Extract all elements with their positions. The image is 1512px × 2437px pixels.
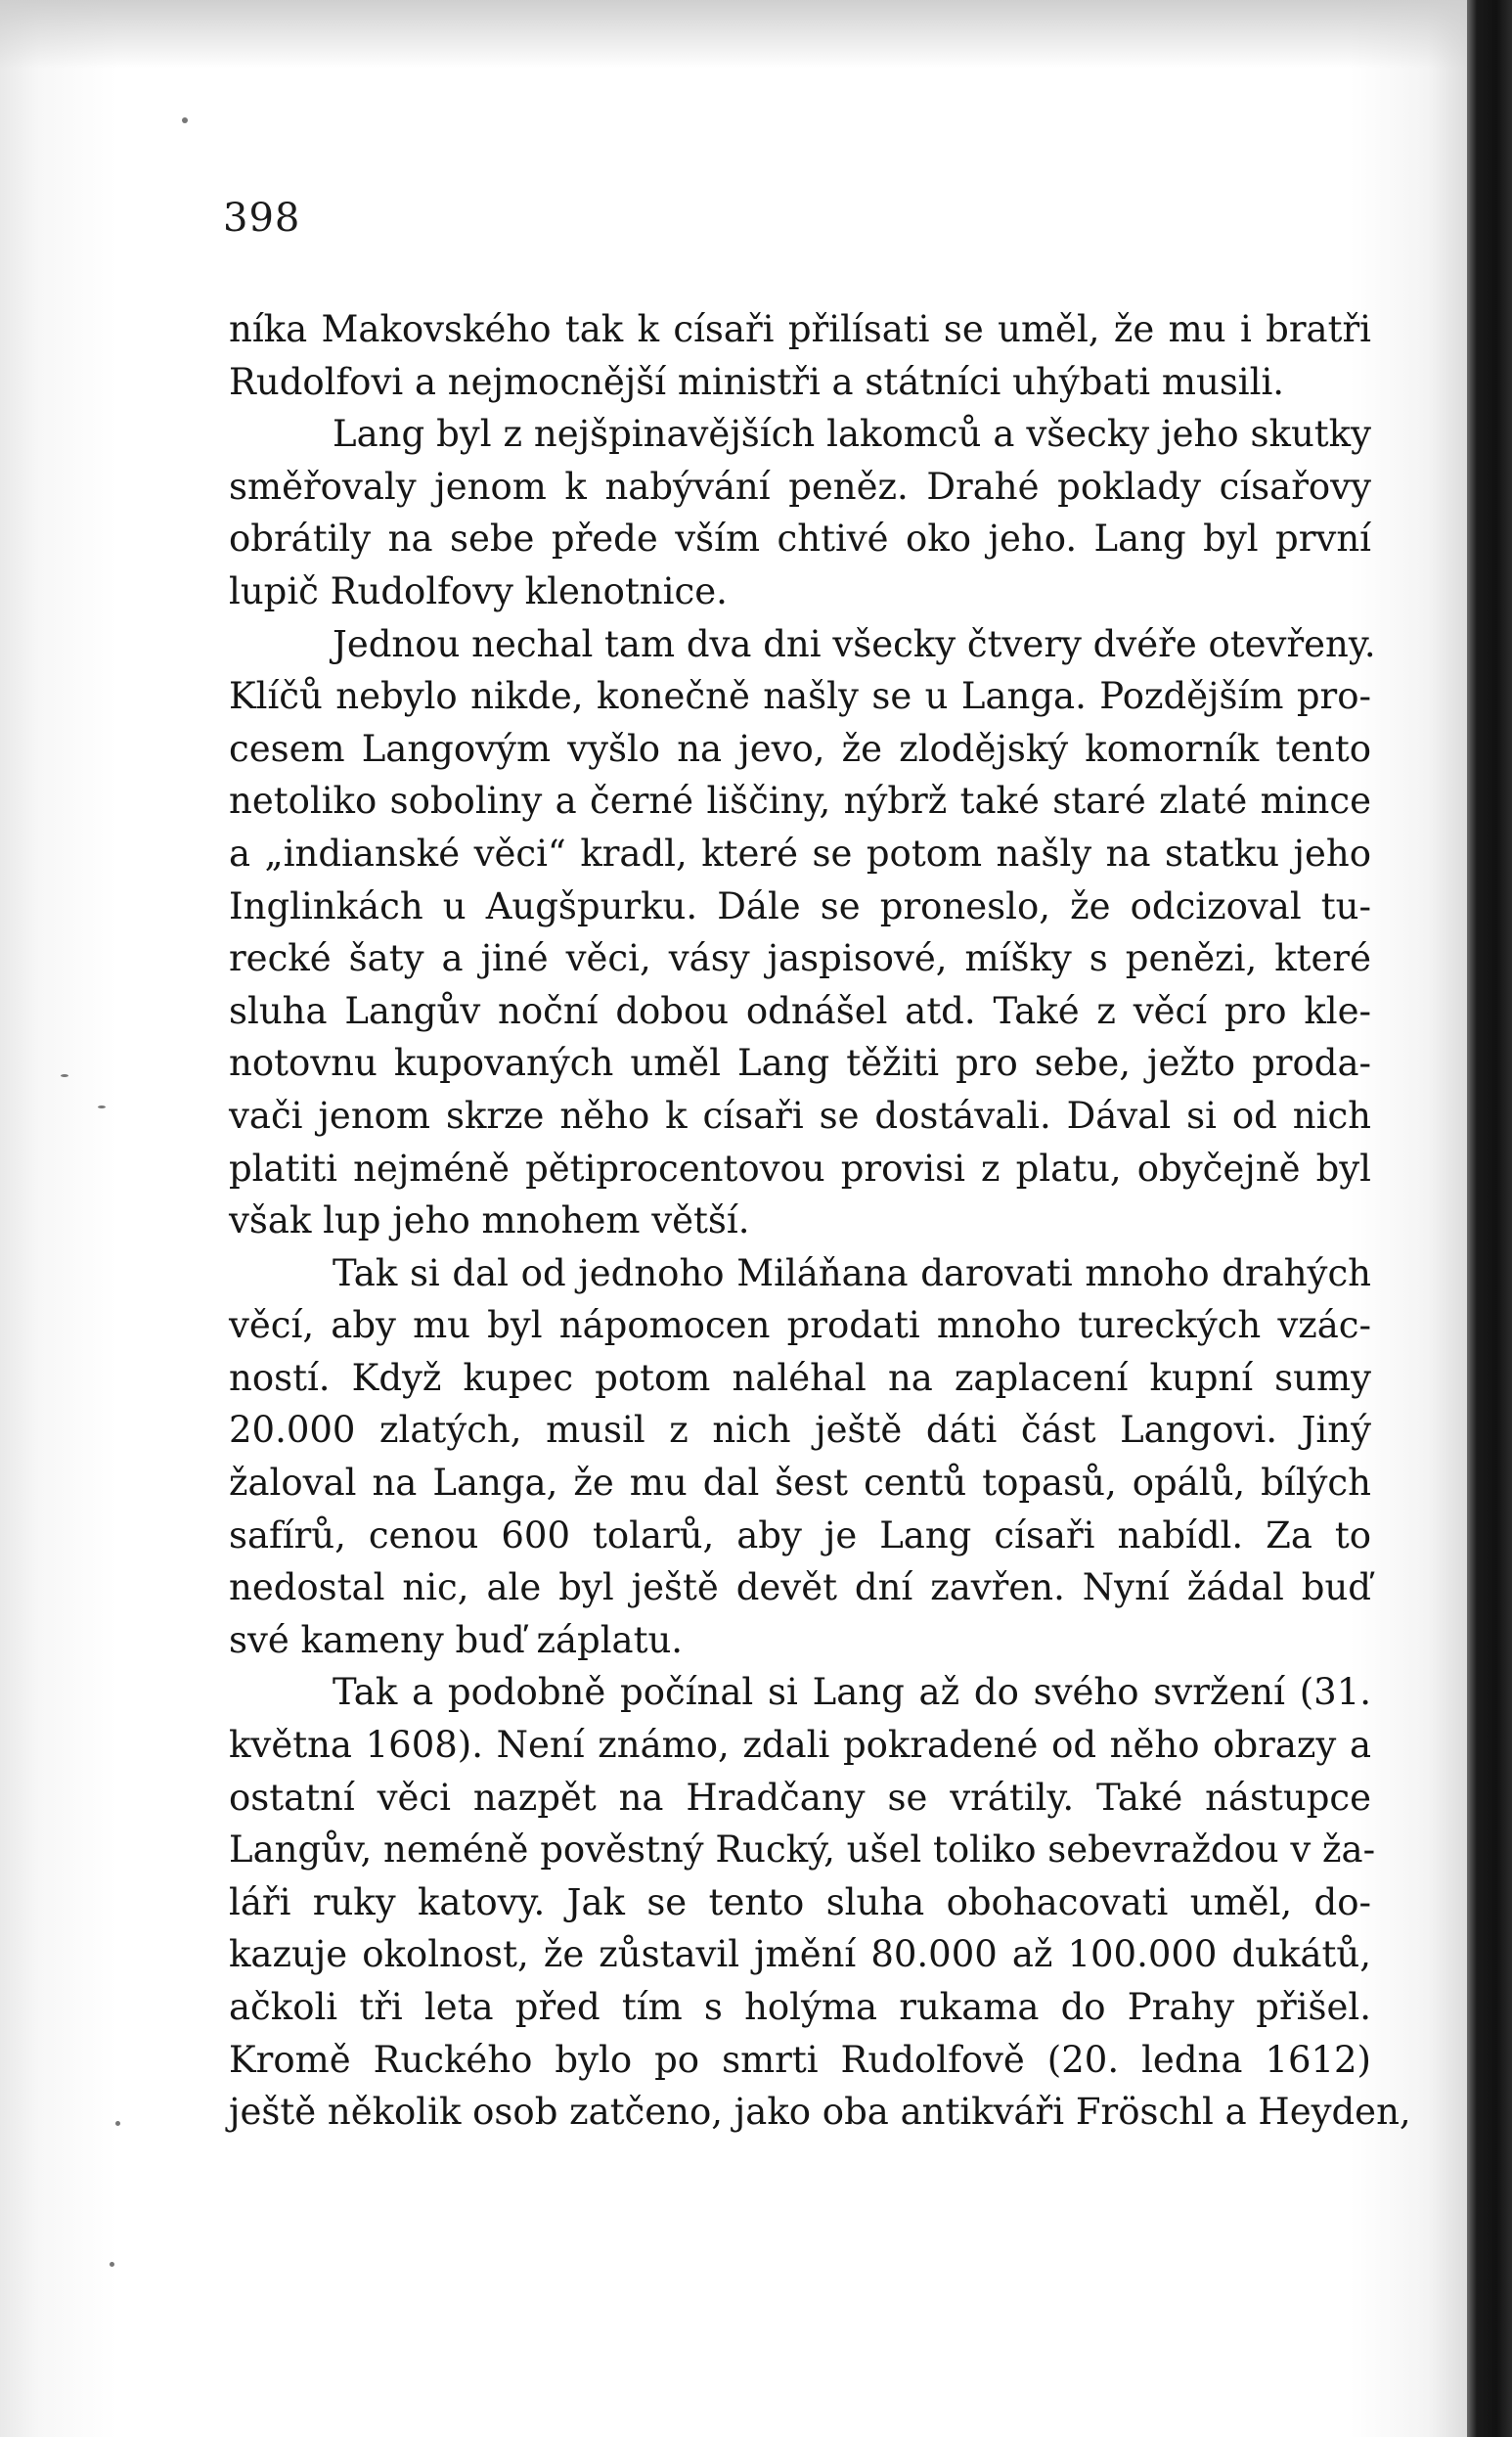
paper-speck	[182, 117, 188, 123]
text-line: níka Makovského tak k císaři přilísati se uměl, že mu i bratři	[229, 308, 1371, 350]
text-line: směřovaly jenom k nabývání peněz. Drahé poklady císařovy	[229, 465, 1371, 508]
text-line: ností. Když kupec potom naléhal na zaplacení kupní sumy	[229, 1356, 1371, 1399]
text-line: netoliko soboliny a černé liščiny, nýbrž také staré zlaté mince	[229, 780, 1371, 823]
text-line: května 1608). Není známo, zdali pokradené od něho obrazy a	[229, 1724, 1371, 1767]
text-line: Kromě Ruckého bylo po smrti Rudolfově (20. ledna 1612)	[229, 2038, 1371, 2081]
paper-speck	[115, 2121, 120, 2126]
text-line: recké šaty a jiné věci, vásy jaspisové, míšky s penězi, které	[229, 937, 1371, 980]
text-line: Inglinkách u Augšpurku. Dále se proneslo, že odcizoval tu-	[229, 884, 1371, 927]
text-line: ačkoli tři leta před tím s holýma rukama do Prahy přišel.	[229, 1986, 1371, 2028]
text-line: však lup jeho mnohem větší.	[229, 1199, 750, 1242]
text-line: věcí, aby mu byl nápomocen prodati mnoho tureckých vzác-	[229, 1304, 1371, 1347]
page-number: 398	[223, 196, 301, 241]
paper-speck	[61, 1074, 68, 1077]
text-line: ostatní věci nazpět na Hradčany se vrátily. Také nástupce	[229, 1776, 1371, 1819]
text-line: safírů, cenou 600 tolarů, aby je Lang císaři nabídl. Za to	[229, 1513, 1371, 1557]
paper-speck	[98, 1106, 106, 1108]
text-line: žaloval na Langa, že mu dal šest centů topasů, opálů, bílých	[229, 1462, 1371, 1505]
text-line: nedostal nic, ale byl ještě devět dní zavřen. Nyní žádal buď	[229, 1566, 1371, 1609]
text-line: láři ruky katovy. Jak se tento sluha obohacovati uměl, do-	[229, 1880, 1371, 1923]
text-line: Tak a podobně počínal si Lang až do svého svržení (31.	[333, 1671, 1371, 1714]
text-line: Klíčů nebylo nikde, konečně našly se u Langa. Pozdějším pro-	[229, 675, 1371, 718]
text-line: notovnu kupovaných uměl Lang těžiti pro sebe, ježto proda-	[229, 1042, 1371, 1085]
text-line: obrátily na sebe přede vším chtivé oko jeho. Lang byl první	[229, 518, 1371, 561]
text-line: a „indianské věci“ kradl, které se potom našly na statku jeho	[229, 832, 1371, 875]
text-line: Jednou nechal tam dva dni všecky čtvery dvéře otevřeny.	[333, 622, 1376, 665]
text-line: Tak si dal od jednoho Miláňana darovati mnoho drahých	[333, 1251, 1371, 1294]
text-line: cesem Langovým vyšlo na jevo, že zlodějský komorník tento	[229, 727, 1371, 770]
text-line: své kameny buď záplatu.	[229, 1618, 684, 1661]
text-line: vači jenom skrze něho k císaři se dostávali. Dával si od nich	[229, 1094, 1371, 1137]
text-line: lupič Rudolfovy klenotnice.	[229, 569, 728, 612]
body-text	[229, 303, 1411, 2139]
text-line: Rudolfovi a nejmocnější ministři a státníci uhýbati musili.	[229, 360, 1285, 403]
scan-edge-border	[1467, 0, 1512, 2437]
text-line: 20.000 zlatých, musil z nich ještě dáti část Langovi. Jiný	[229, 1409, 1371, 1452]
text-line: platiti nejméně pětiprocentovou provisi z platu, obyčejně byl	[229, 1147, 1371, 1190]
paper-speck	[110, 2262, 114, 2267]
text-line: kazuje okolnost, že zůstavil jmění 80.000 až 100.000 dukátů,	[229, 1933, 1371, 1976]
page-top-shadow	[0, 0, 1467, 68]
text-line: ještě několik osob zatčeno, jako oba antikváři Fröschl a Heyden,	[229, 2091, 1411, 2134]
text-line: Lang byl z nejšpinavějších lakomců a všecky jeho skutky	[333, 413, 1371, 456]
text-line: sluha Langův noční dobou odnášel atd. Také z věcí pro kle-	[229, 989, 1371, 1032]
text-line: Langův, neméně pověstný Rucký, ušel toliko sebevraždou v ža-	[229, 1828, 1376, 1872]
